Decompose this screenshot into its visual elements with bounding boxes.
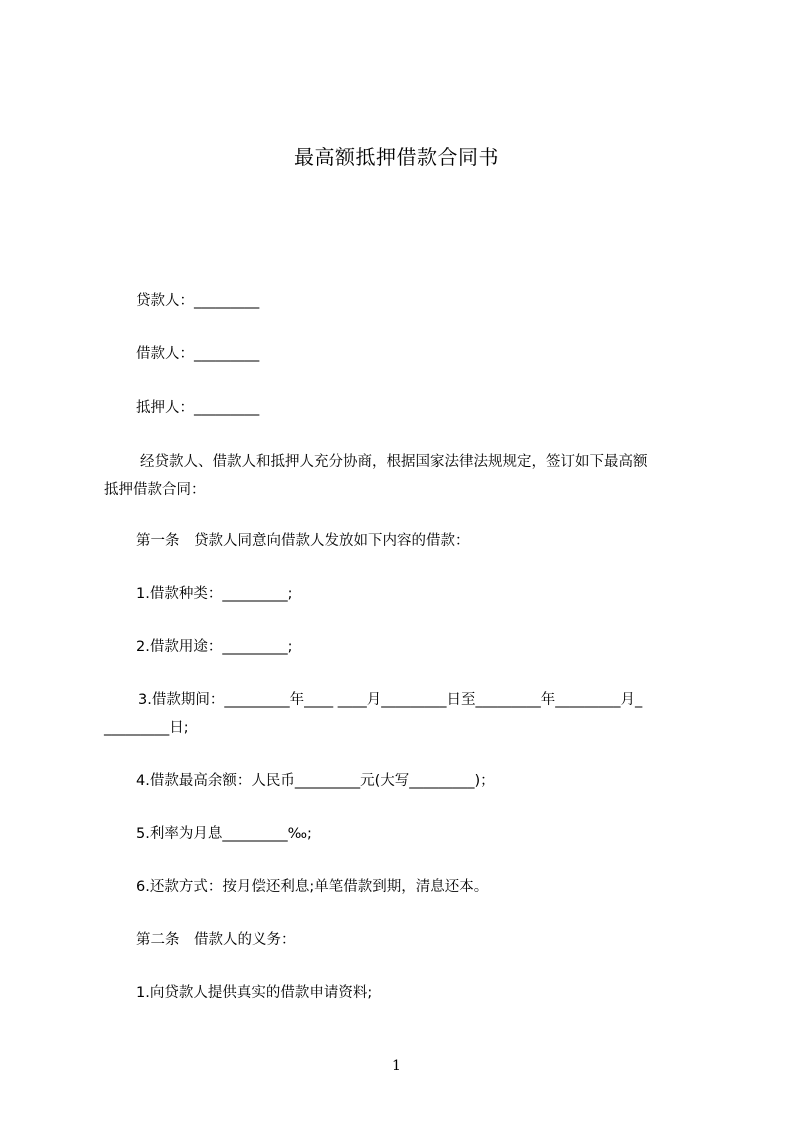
article-1-item: 4.借款最高余额：人民币_________元(大写_________)； — [136, 773, 495, 789]
article-1-heading: 第一条 贷款人同意向借款人发放如下内容的借款： — [136, 533, 470, 549]
article-1-item: 5.利率为月息_________‰; — [136, 826, 312, 842]
article-2-heading: 第二条 借款人的义务： — [136, 932, 296, 948]
article-1-item-continued: _________日; — [104, 720, 189, 736]
article-1-item: 3.借款期间：_________年____ ____月_________日至_________年_________月_ — [138, 692, 643, 708]
intro-line-1: 经贷款人、借款人和抵押人充分协商，根据国家法律法规规定，签订如下最高额 — [140, 454, 648, 470]
page-number: 1 — [392, 1058, 401, 1074]
article-1-item: 2.借款用途：_________; — [136, 639, 293, 655]
article-2-item: 1.向贷款人提供真实的借款申请资料; — [136, 985, 373, 1001]
party-borrower: 借款人：_________ — [136, 346, 260, 362]
intro-line-2: 抵押借款合同： — [104, 482, 206, 498]
article-1-item: 1.借款种类：_________; — [136, 586, 293, 602]
party-mortgagor: 抵押人：_________ — [136, 400, 260, 416]
article-1-item: 6.还款方式：按月偿还利息;单笔借款到期，清息还本。 — [136, 879, 489, 895]
party-lender: 贷款人：_________ — [136, 293, 260, 309]
document-title: 最高额抵押借款合同书 — [294, 145, 499, 169]
